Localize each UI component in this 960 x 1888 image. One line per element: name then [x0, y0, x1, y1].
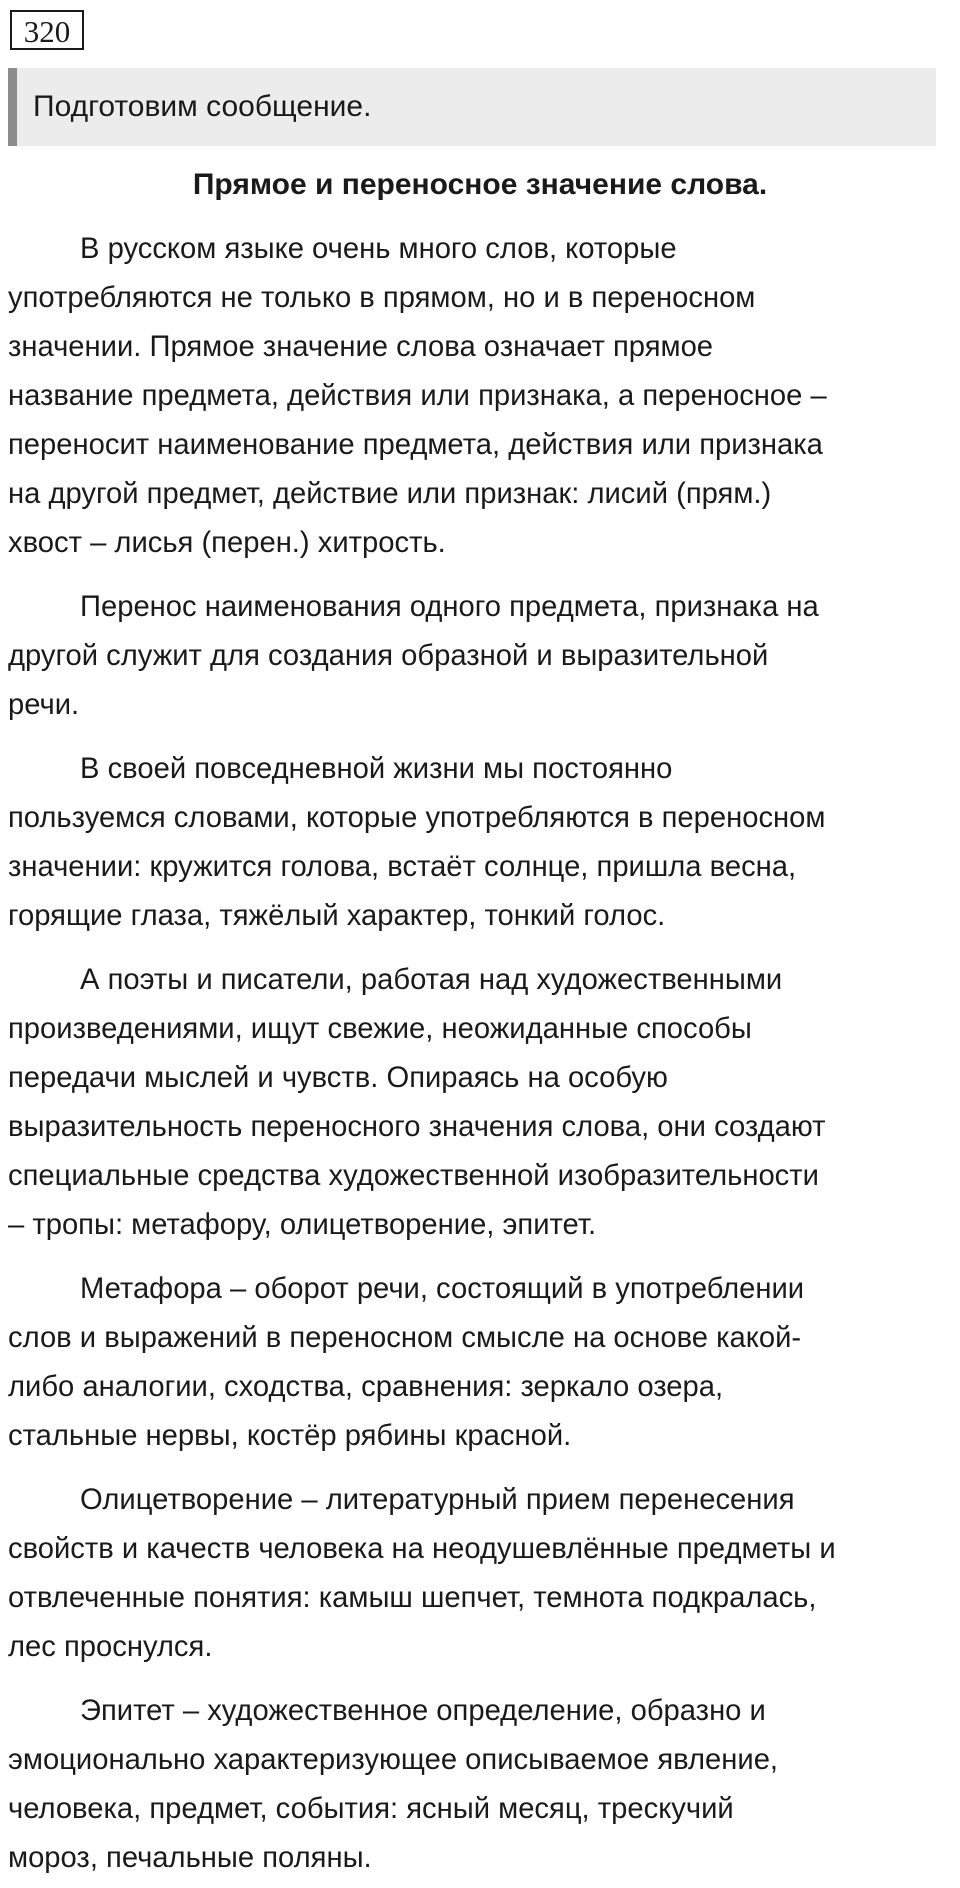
paragraph: [8, 745, 958, 941]
paragraph-spacer: [8, 568, 958, 583]
paragraph-line: название предмета, действия или признака, а переносное –: [8, 380, 827, 412]
paragraph-line: речи.: [8, 689, 80, 721]
paragraph-line: Олицетворение – литературный прием перенесения: [80, 1484, 795, 1516]
paragraph-line: передачи мыслей и чувств. Опираясь на особую: [8, 1062, 668, 1094]
paragraph-line: Эпитет – художественное определение, образно и: [80, 1695, 766, 1727]
essay-title: Прямое и переносное значение слова.: [192, 168, 768, 201]
paragraph: [8, 225, 958, 568]
paragraph-line: либо аналогии, сходства, сравнения: зеркало озера,: [8, 1371, 724, 1403]
paragraph-line: другой служит для создания образной и выразительной: [8, 640, 769, 672]
paragraph-line: употребляются не только в прямом, но и в переносном: [8, 282, 756, 314]
paragraph-line: хвост – лисья (перен.) хитрость.: [8, 527, 446, 559]
paragraph-line: переносит наименование предмета, действия или признака: [8, 429, 823, 461]
paragraph-line: лес проснулся.: [8, 1631, 213, 1663]
paragraph-spacer: [8, 730, 958, 745]
paragraph-spacer: [8, 1461, 958, 1476]
paragraph-line: произведениями, ищут свежие, неожиданные способы: [8, 1013, 752, 1045]
paragraph-line: А поэты и писатели, работая над художественными: [80, 964, 783, 996]
paragraph-spacer: [8, 1672, 958, 1687]
task-instruction-text: Подготовим сообщение.: [33, 90, 372, 123]
paragraph-line: на другой предмет, действие или признак: лисий (прям.): [8, 478, 772, 510]
paragraph-line: Метафора – оборот речи, состоящий в употреблении: [80, 1273, 805, 1305]
essay-body: [8, 225, 958, 1883]
paragraph: [8, 583, 958, 730]
paragraph-line: значении: кружится голова, встаёт солнце, пришла весна,: [8, 851, 797, 883]
paragraph-spacer: [8, 1250, 958, 1265]
paragraph-line: В русском языке очень много слов, которые: [80, 233, 677, 265]
paragraph-line: слов и выражений в переносном смысле на основе какой-: [8, 1322, 802, 1354]
paragraph-line: стальные нервы, костёр рябины красной.: [8, 1420, 572, 1452]
paragraph-line: пользуемся словами, которые употребляются в переносном: [8, 802, 826, 834]
task-instruction-bar: [8, 68, 936, 146]
paragraph-line: В своей повседневной жизни мы постоянно: [80, 753, 673, 785]
paragraph-line: значении. Прямое значение слова означает прямое: [8, 331, 714, 363]
paragraph-line: мороз, печальные поляны.: [8, 1842, 372, 1874]
paragraph: [8, 1265, 958, 1461]
paragraph: [8, 1476, 958, 1672]
paragraph-line: Перенос наименования одного предмета, признака на: [80, 591, 819, 623]
paragraph-line: горящие глаза, тяжёлый характер, тонкий голос.: [8, 900, 666, 932]
paragraph: [8, 1687, 958, 1883]
paragraph-line: выразительность переносного значения слова, они создают: [8, 1111, 826, 1143]
paragraph-line: – тропы: метафору, олицетворение, эпитет.: [8, 1209, 597, 1241]
exercise-number: 320: [10, 10, 84, 50]
paragraph-line: человека, предмет, события: ясный месяц, трескучий: [8, 1793, 734, 1825]
paragraph-spacer: [8, 941, 958, 956]
paragraph: [8, 956, 958, 1250]
paragraph-line: эмоционально характеризующее описываемое явление,: [8, 1744, 779, 1776]
paragraph-line: отвлеченные понятия: камыш шепчет, темнота подкралась,: [8, 1582, 817, 1614]
paragraph-line: специальные средства художественной изобразительности: [8, 1160, 819, 1192]
paragraph-line: свойств и качеств человека на неодушевлённые предметы и: [8, 1533, 836, 1565]
